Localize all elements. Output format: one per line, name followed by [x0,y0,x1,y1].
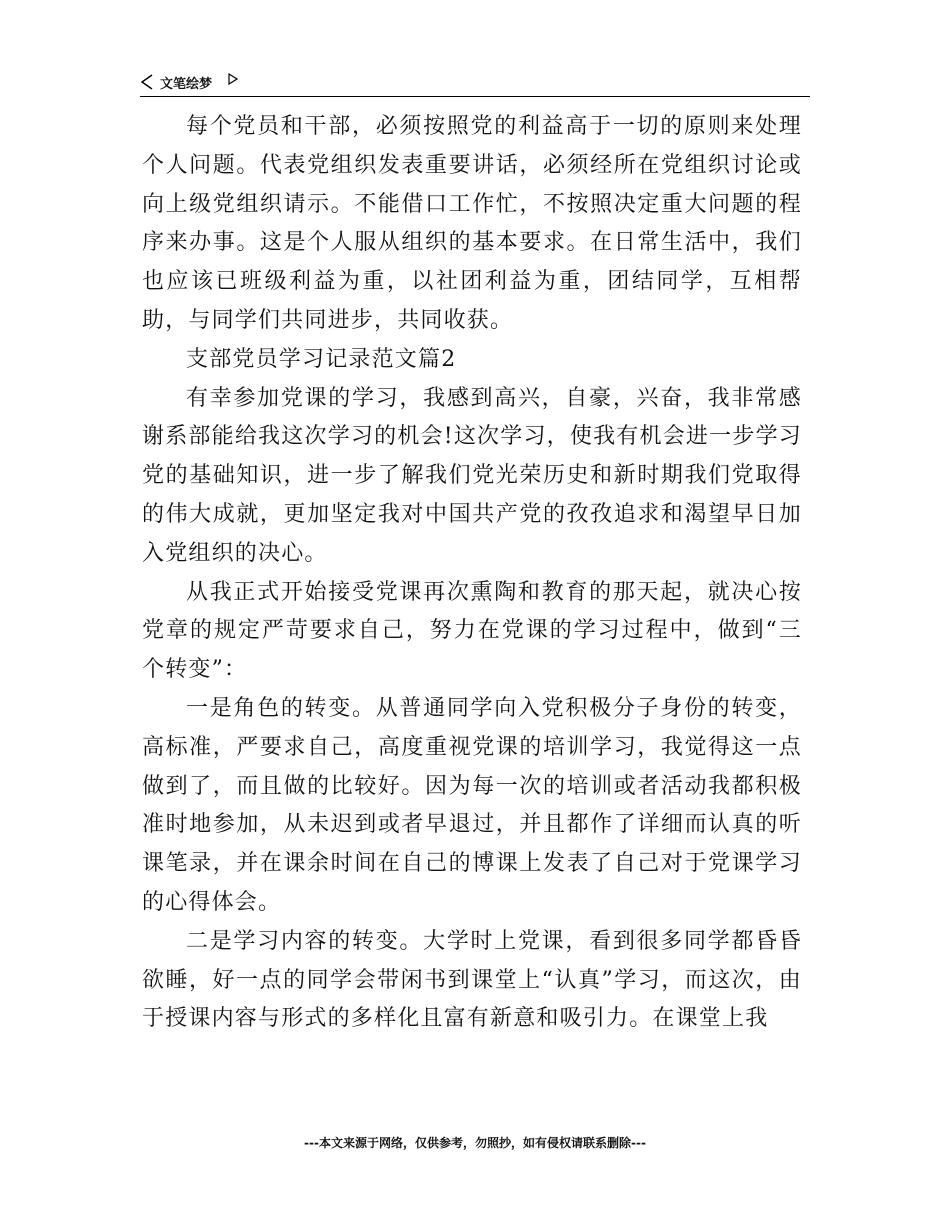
footer-notice: ---本文来源于网络，仅供参考，勿照抄，如有侵权请联系删除--- [304,1136,646,1150]
document-body [142,108,802,1039]
section-heading: 支部党员学习记录范文篇2 [186,346,457,372]
paragraph-5: 二是学习内容的转变。大学时上党课，看到很多同学都昏昏欲睡，好一点的同学会带闲书到课堂上“认真”学习，而这次，由于授课内容与形式的多样化且富有新意和吸引力。在课堂上我 [142,928,802,1032]
paragraph-2: 有幸参加党课的学习，我感到高兴，自豪，兴奋，我非常感谢系部能给我这次学习的机会!这次学习，使我有机会进一步学习党的基础知识，进一步了解我们党光荣历史和新时期我们党取得的伟大成就，更加坚定我对中国共产党的孜孜追求和渴望早日加入党组织的决心。 [142,385,802,566]
left-triangle-icon [140,74,154,90]
header-brand: 文笔绘梦 [160,77,213,92]
paragraph-4: 一是角色的转变。从普通同学向入党积极分子身份的转变，高标准，严要求自己，高度重视党课的培训学习，我觉得这一点做到了，而且做的比较好。因为每一次的培训或者活动我都积极准时地参加，从未迟到或者早退过，并且都作了详细而认真的听课笔录，并在课余时间在自己的博课上发表了自己对于党课学习的心得体会。 [142,695,802,915]
right-triangle-icon [228,73,238,85]
page-header [140,70,810,97]
paragraph-3: 从我正式开始接受党课再次熏陶和教育的那天起，就决心按党章的规定严苛要求自己，努力在党课的学习过程中，做到“三个转变”： [142,579,802,683]
paragraph-1: 每个党员和干部，必须按照党的利益高于一切的原则来处理个人问题。代表党组织发表重要讲话，必须经所在党组织讨论或向上级党组织请示。不能借口工作忙，不按照决定重大问题的程序来办事。这是个人服从组织的基本要求。在日常生活中，我们也应该已班级利益为重，以社团利益为重，团结同学，互相帮助，与同学们共同进步，共同收获。 [142,114,802,333]
